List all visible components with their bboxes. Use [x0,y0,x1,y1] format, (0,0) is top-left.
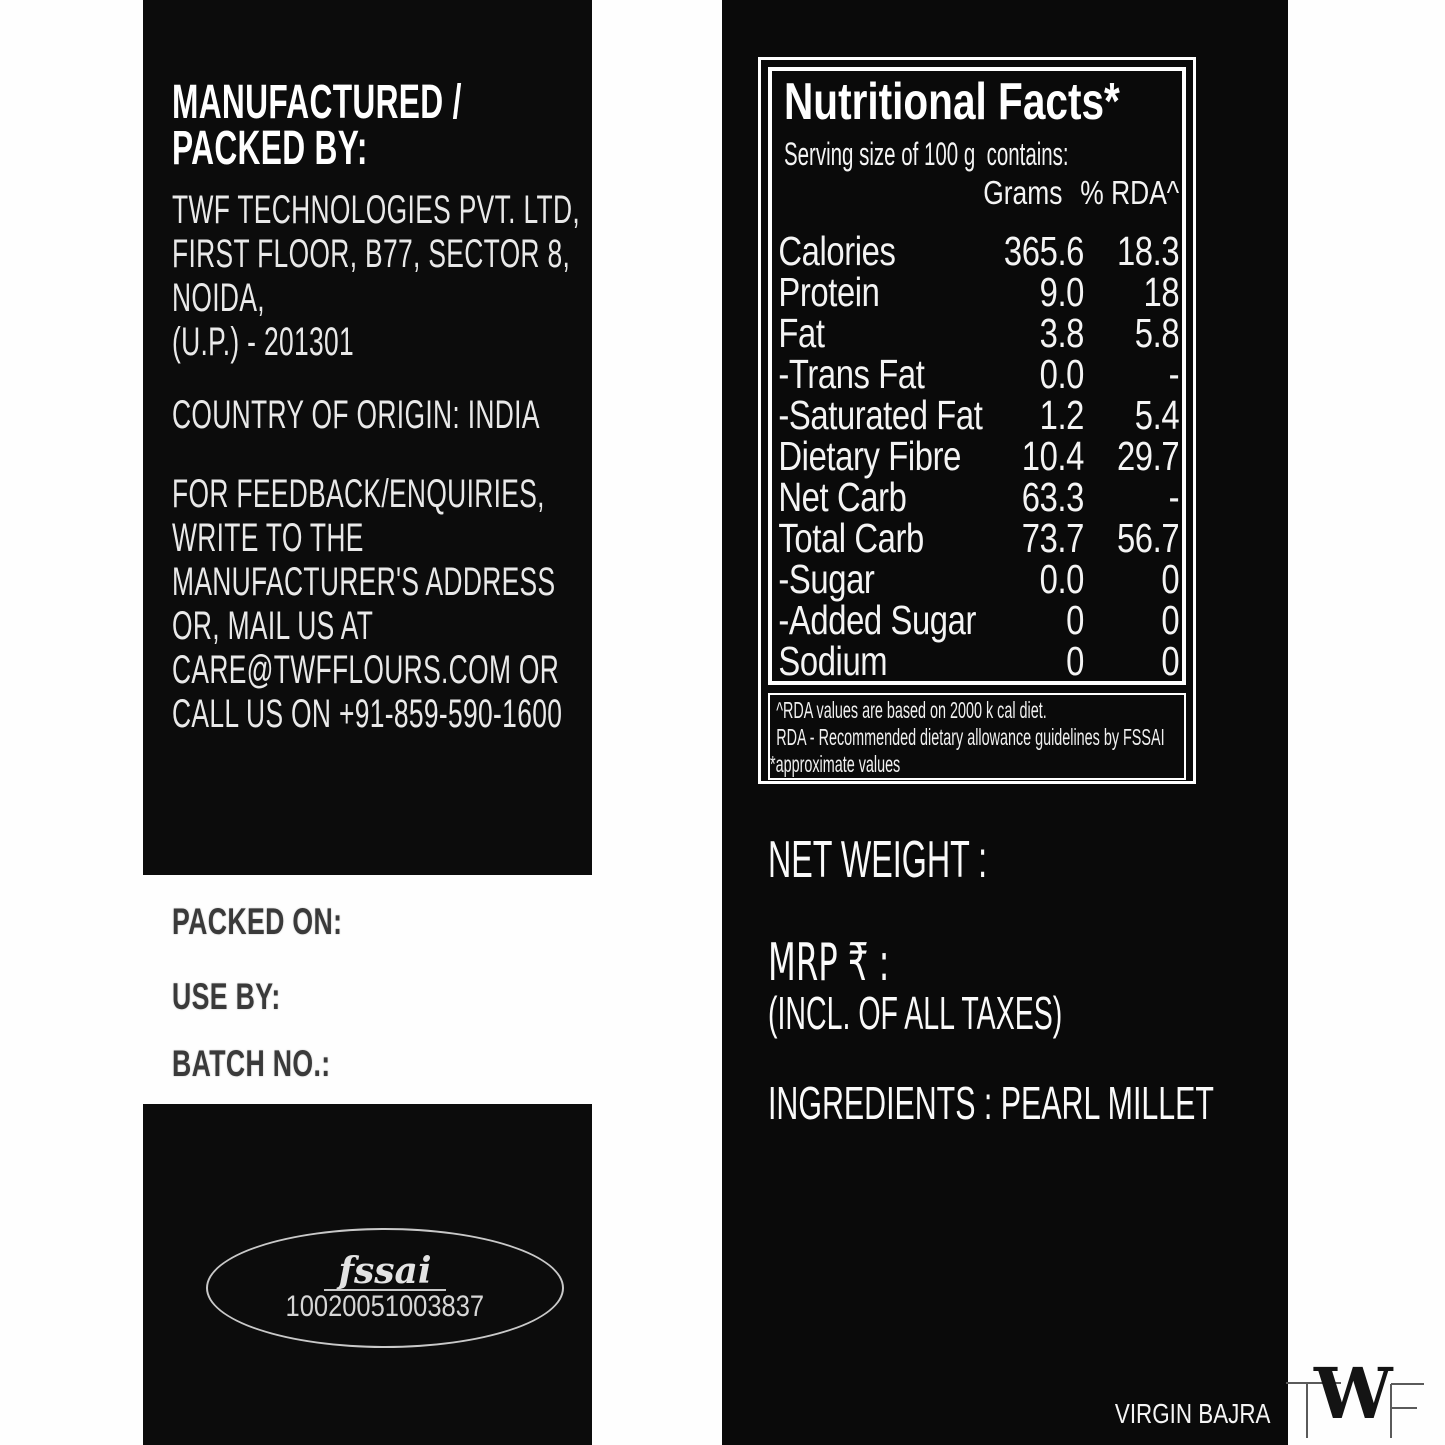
address-line: TWF TECHNOLOGIES PVT. LTD, [172,188,581,232]
nutrient-rda: 0 [1161,597,1180,643]
packed-on-label: PACKED ON: [172,901,343,942]
nutrition-rows [772,228,1182,684]
nutrient-rda: 0 [1161,638,1180,684]
address-line: (U.P.) - 201301 [172,320,355,364]
nutrition-footnotes [770,695,1186,778]
nutrient-name: Net Carb [778,474,907,520]
nutrient-rda: - [1168,474,1180,520]
table-row [772,310,1182,356]
net-weight-label: NET WEIGHT : [768,831,988,889]
table-row [772,474,1182,520]
nutrient-rda: 29.7 [1116,433,1180,479]
nutrient-rda: 18.3 [1116,228,1180,274]
nutrient-name: Dietary Fibre [778,433,961,479]
nutrient-name: Total Carb [778,515,924,561]
address-line: FIRST FLOOR, B77, SECTOR 8, [172,232,571,276]
batch-no-label: BATCH NO.: [172,1043,331,1084]
nutrient-grams: 0.0 [1039,351,1084,397]
feedback-contact-block [172,472,634,736]
fssai-logo [206,1228,564,1348]
nutrient-grams: 365.6 [1003,228,1084,274]
footnote-line: RDA - Recommended dietary allowance guidelines by FSSAI [776,724,1165,750]
nutrient-rda: 0 [1161,556,1180,602]
fssai-license-number: 10020051003837 [285,1289,485,1323]
table-row [772,515,1182,561]
table-row [772,269,1182,315]
table-row [772,597,1182,643]
nutrient-grams: 0.0 [1039,556,1084,602]
nutrient-name: Protein [778,269,880,315]
right-panel [722,0,1288,1445]
manufacturer-box [143,0,592,875]
nutrition-footnotes-box [768,693,1186,780]
mrp-taxes-note: (INCL. OF ALL TAXES) [768,987,1063,1039]
feedback-line: WRITE TO THE [172,516,364,560]
column-header-row [772,175,1182,211]
footnote-line: *approximate values [770,751,901,777]
nutrient-name: Calories [778,228,896,274]
feedback-line: CARE@TWFFLOURS.COM OR [172,648,560,692]
feedback-line: CALL US ON +91-859-590-1600 [172,692,563,736]
nutrition-facts-table [768,67,1186,685]
variant-name: VIRGIN BAJRA [1114,1398,1270,1429]
nutrient-grams: 73.7 [1021,515,1084,561]
ingredients-line: INGREDIENTS : PEARL MILLET [768,1077,1214,1129]
fssai-logo-icon: fssai [324,1254,445,1291]
nutrient-name: Fat [778,310,825,356]
table-row [772,228,1182,274]
rda-column-header: % RDA^ [1080,174,1180,211]
feedback-line: FOR FEEDBACK/ENQUIRIES, [172,472,545,516]
nutrition-facts-title: Nutritional Facts* [784,73,1120,131]
nutrition-facts-box [758,57,1196,784]
nutrient-name: -Trans Fat [778,351,925,397]
country-of-origin: COUNTRY OF ORIGIN: INDIA [172,393,540,437]
fssai-box [143,1104,592,1445]
nutrition-columns [772,175,1182,682]
nutrient-rda: 18 [1143,269,1180,315]
grams-column-header: Grams [983,174,1063,211]
manufacturer-address [172,188,634,364]
nutrient-name: -Sugar [778,556,875,602]
nutrient-name: -Saturated Fat [778,392,983,438]
manufactured-by-heading [172,76,634,175]
use-by-label: USE BY: [172,976,281,1017]
table-row [772,351,1182,397]
manufacturer-text-block [172,76,634,736]
nutrient-grams: 10.4 [1021,433,1084,479]
nutrient-grams: 0 [1066,597,1084,643]
nutrient-grams: 0 [1066,638,1084,684]
heading-line-2: PACKED BY: [172,122,368,175]
nutrient-rda: 5.4 [1134,392,1180,438]
nutrient-grams: 9.0 [1039,269,1084,315]
nutrient-grams: 1.2 [1039,392,1084,438]
address-line: NOIDA, [172,276,265,320]
table-row [772,638,1182,684]
feedback-line: OR, MAIL US AT [172,604,374,648]
nutrient-name: -Added Sugar [778,597,977,643]
nutrient-rda: 56.7 [1116,515,1180,561]
nutrient-name: Sodium [778,638,888,684]
serving-size-line: Serving size of 100 g contains: [784,136,1069,172]
nutrient-rda: 5.8 [1134,310,1180,356]
twf-monogram-icon [1283,1356,1443,1444]
table-row [772,392,1182,438]
nutrient-grams: 63.3 [1021,474,1084,520]
table-row [772,433,1182,479]
feedback-line: MANUFACTURER'S ADDRESS [172,560,556,604]
nutrient-grams: 3.8 [1039,310,1084,356]
mrp-label: MRP ₹ : [768,933,890,993]
heading-line-1: MANUFACTURED / [172,76,462,129]
svg-text:W: W [1314,1356,1393,1435]
table-row [772,556,1182,602]
footnote-line: ^RDA values are based on 2000 k cal diet. [776,697,1047,723]
nutrient-rda: - [1168,351,1180,397]
